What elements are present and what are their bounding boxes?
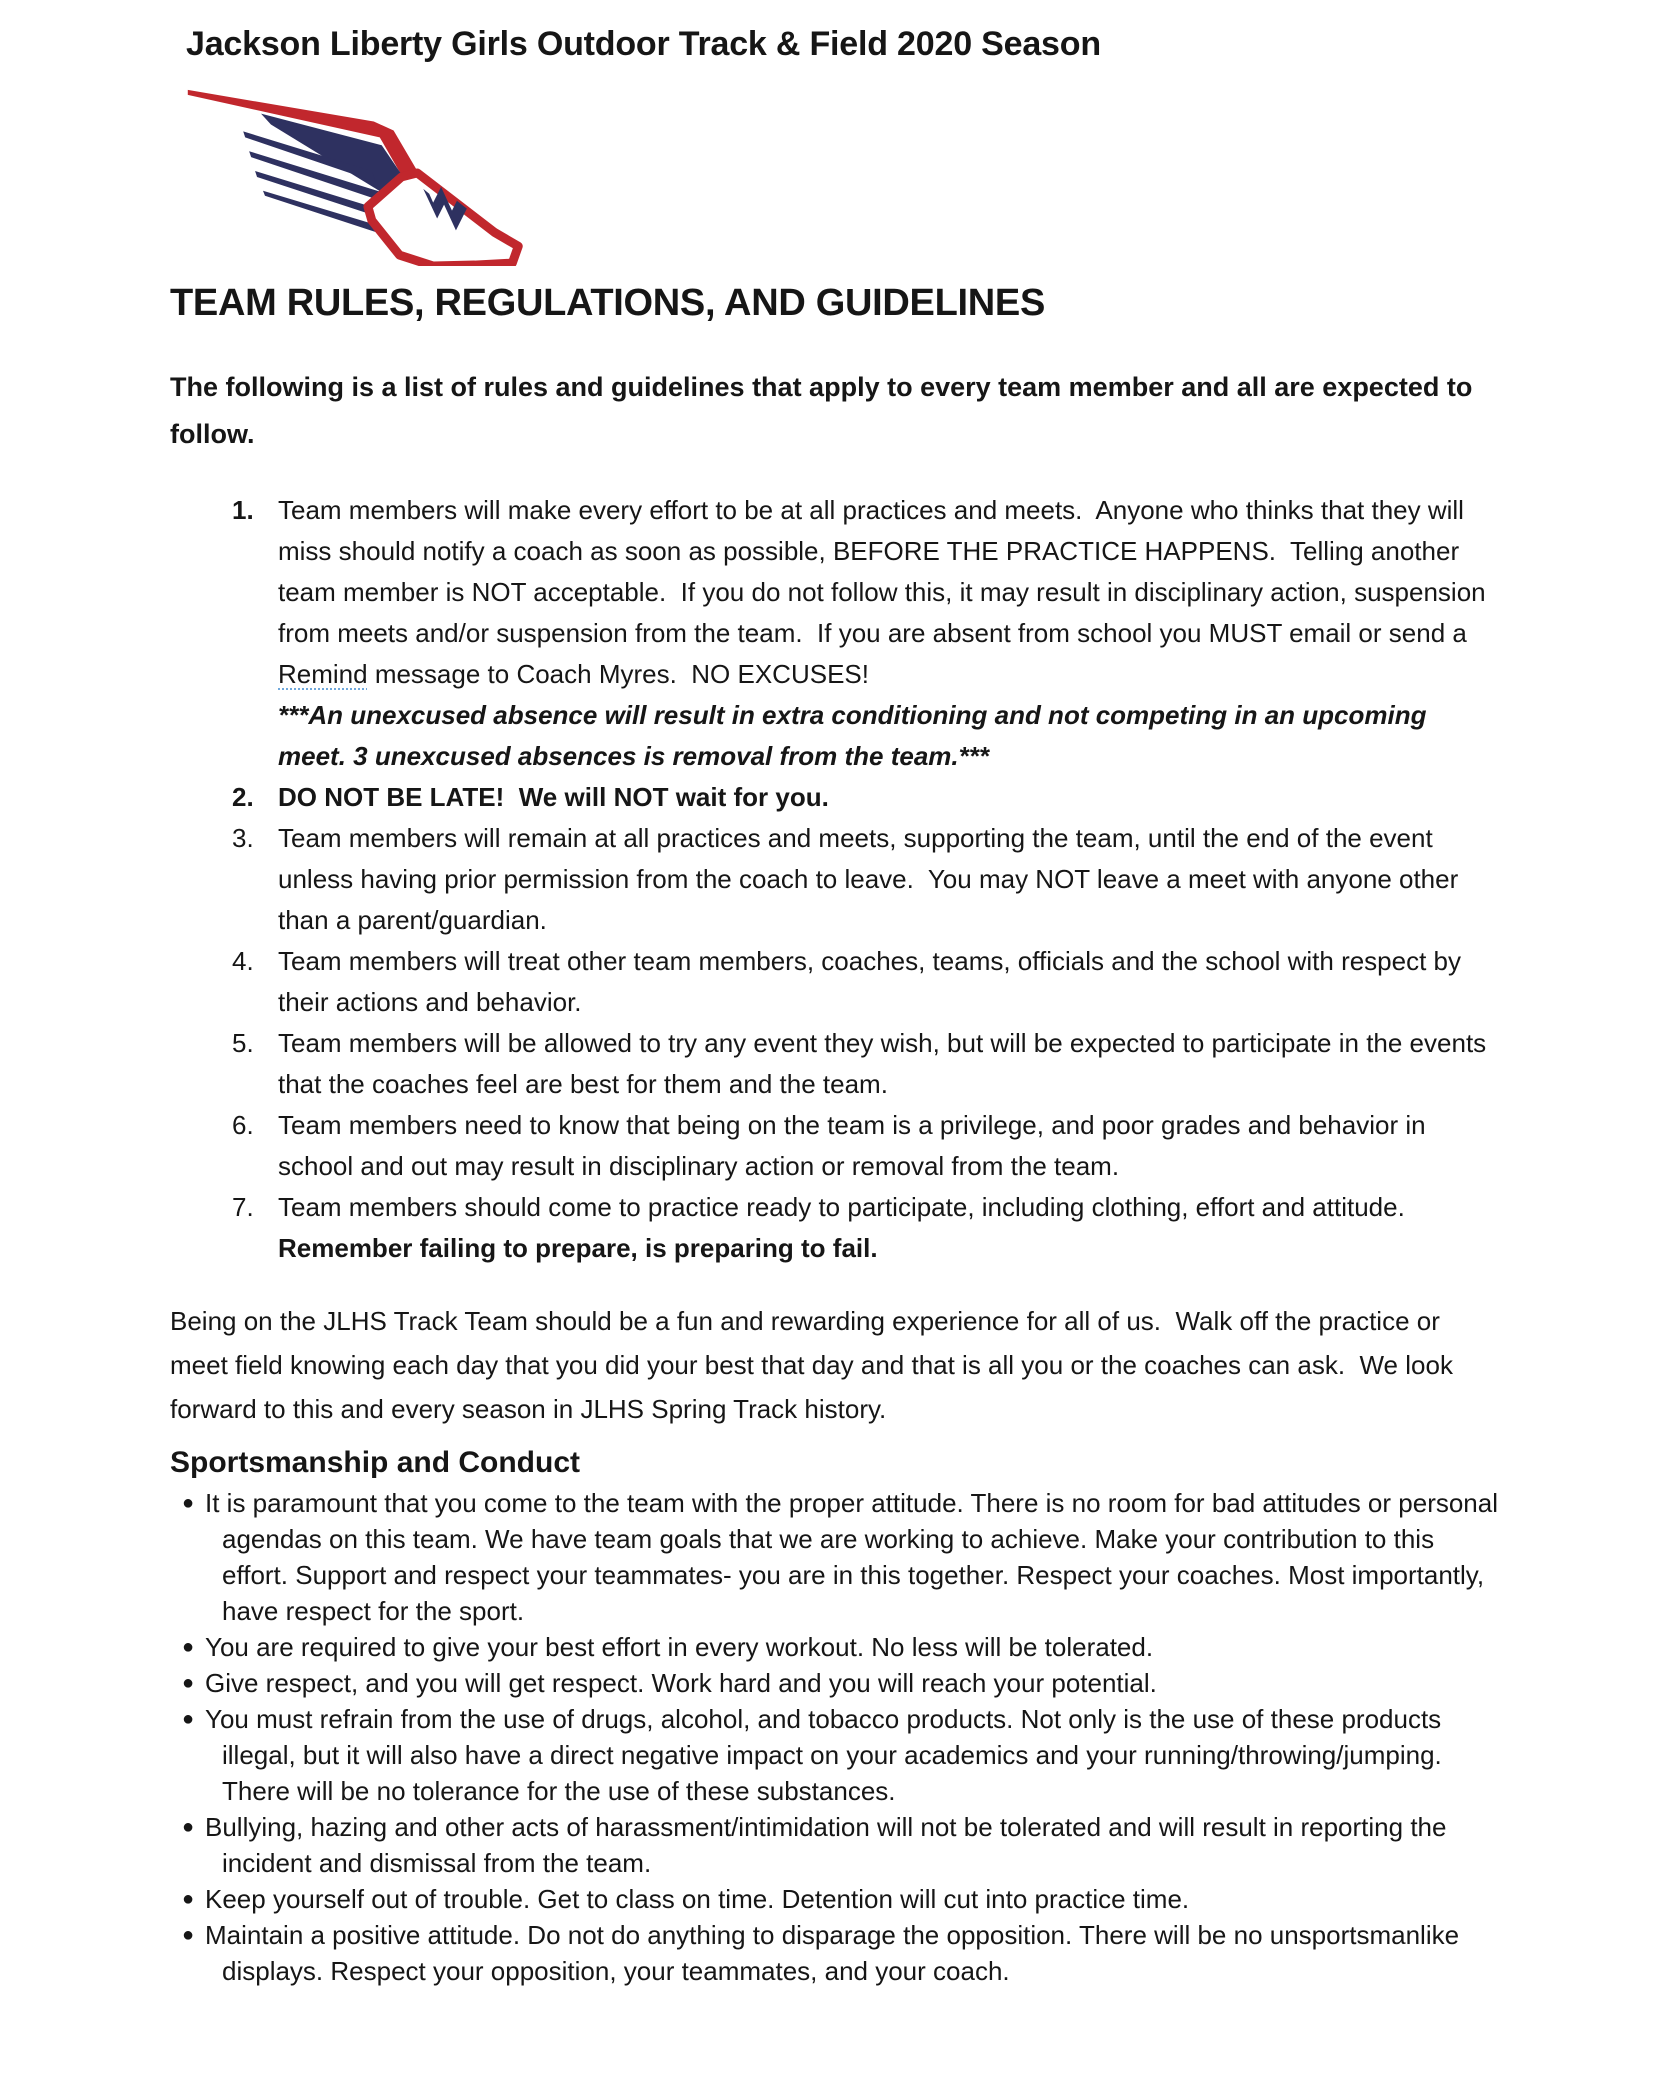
document-page	[0, 24, 1668, 2075]
bullet-text: Maintain a positive attitude. Do not do anything to disparage the opposition. There will be no unsportsmanlike displays. Respect your opposition, your teammates, and your coach.	[205, 1920, 1467, 1986]
rule-number: 6.	[232, 1110, 254, 1140]
conduct-heading: Sportsmanship and Conduct	[170, 1446, 581, 1479]
rule-text: Team members will be allowed to try any event they wish, but will be expected to participate in the events that the coaches feel are best for them and the team.	[278, 1028, 1494, 1099]
bullet-text: You must refrain from the use of drugs, alcohol, and tobacco products. Not only is the use of these products illegal, but it will also have a direct negative impact on your academics and your running/throwing/jumping. There will be no tolerance for the use of these substances.	[205, 1704, 1449, 1806]
bullet-dot-icon: ●	[182, 1816, 195, 1838]
bullet-text: Give respect, and you will get respect. Work hard and you will reach your potential.	[205, 1668, 1157, 1698]
rules-list	[170, 490, 1498, 1269]
rule-text: Team members should come to practice ready to participate, including clothing, effort and attitude.	[278, 1192, 1420, 1222]
rule-item-7	[170, 1187, 1498, 1269]
rule-text: Team members will treat other team members, coaches, teams, officials and the school with respect by their actions and behavior.	[278, 946, 1469, 1017]
list-item	[170, 1485, 1506, 1629]
bullet-text: Bullying, hazing and other acts of harassment/intimidation will not be tolerated and will result in reporting the incident and dismissal from the team.	[205, 1812, 1454, 1878]
logo-shoe-group	[368, 173, 518, 266]
list-item	[170, 1701, 1498, 1809]
rule-item-4	[170, 941, 1498, 1023]
rule-text: Team members need to know that being on the team is a privilege, and poor grades and behavior in school and out may result in disciplinary action or removal from the team.	[278, 1110, 1433, 1181]
bullet-dot-icon: ●	[182, 1924, 195, 1946]
rule-item-6	[170, 1105, 1498, 1187]
list-item	[170, 1665, 1498, 1701]
closing-paragraph: Being on the JLHS Track Team should be a fun and rewarding experience for all of us. Walk off the practice or meet field knowing each day that you did your best that day and that is all you or the coaches can ask. We look forward to this and every season in JLHS Spring Track history.	[170, 1306, 1461, 1424]
rule-item-5	[170, 1023, 1498, 1105]
list-item	[170, 1629, 1498, 1665]
remind-app-mention: Remind	[278, 659, 368, 689]
rule-item-3	[170, 818, 1498, 941]
bullet-text: It is paramount that you come to the team with the proper attitude. There is no room for bad attitudes or personal agendas on this team. We have team goals that we are working to achieve. Make your contribution to this effort. Support and respect your teammates- you are in this together. Respect your coaches. Most importantly, have respect for the sport.	[205, 1488, 1506, 1626]
rule-note: ***An unexcused absence will result in extra conditioning and not competing in an upcoming meet. 3 unexcused absences is removal from the team.***	[278, 700, 1434, 771]
bullet-text: You are required to give your best effort in every workout. No less will be tolerated.	[205, 1632, 1154, 1662]
rule-item-1	[170, 490, 1498, 777]
intro-paragraph: The following is a list of rules and guidelines that apply to every team member and all are expected to follow.	[170, 372, 1480, 449]
rule-text: Team members will make every effort to be at all practices and meets. Anyone who thinks that they will miss should notify a coach as soon as possible, BEFORE THE PRACTICE HAPPENS. Telling another team member is NOT acceptable. If you do not follow this, it may result in disciplinary action, suspension from meets and/or suspension from the team. If you are absent from school you MUST email or send a	[278, 495, 1493, 648]
rule-number: 1.	[232, 495, 254, 525]
bullet-dot-icon: ●	[182, 1492, 195, 1514]
rule-text: message to Coach Myres. NO EXCUSES!	[367, 659, 869, 689]
bullet-text: Keep yourself out of trouble. Get to class on time. Detention will cut into practice time.	[205, 1884, 1190, 1914]
list-item	[170, 1917, 1498, 1989]
rule-number: 4.	[232, 946, 254, 976]
bullet-dot-icon: ●	[182, 1672, 195, 1694]
rule-number: 5.	[232, 1028, 254, 1058]
conduct-bullet-list	[170, 1485, 1506, 1989]
rule-text: DO NOT BE LATE! We will NOT wait for you.	[278, 782, 829, 812]
page-title: Jackson Liberty Girls Outdoor Track & Field 2020 Season	[186, 25, 1101, 63]
rule-number: 7.	[232, 1192, 254, 1222]
bullet-dot-icon: ●	[182, 1708, 195, 1730]
rule-bold-tail: Remember failing to prepare, is preparing to fail.	[278, 1233, 878, 1263]
document-content	[0, 24, 1668, 1989]
bullet-dot-icon: ●	[182, 1888, 195, 1910]
rule-text: Team members will remain at all practices and meets, supporting the team, until the end of the event unless having prior permission from the coach to leave. You may NOT leave a meet with anyone other than a parent/guardian.	[278, 823, 1466, 935]
rule-item-2	[170, 777, 1498, 818]
winged-track-shoe-logo	[178, 78, 534, 266]
rule-number: 2.	[232, 782, 254, 812]
list-item	[170, 1881, 1498, 1917]
bullet-dot-icon: ●	[182, 1636, 195, 1658]
rule-number: 3.	[232, 823, 254, 853]
section-heading: TEAM RULES, REGULATIONS, AND GUIDELINES	[170, 282, 1045, 324]
list-item	[170, 1809, 1498, 1881]
